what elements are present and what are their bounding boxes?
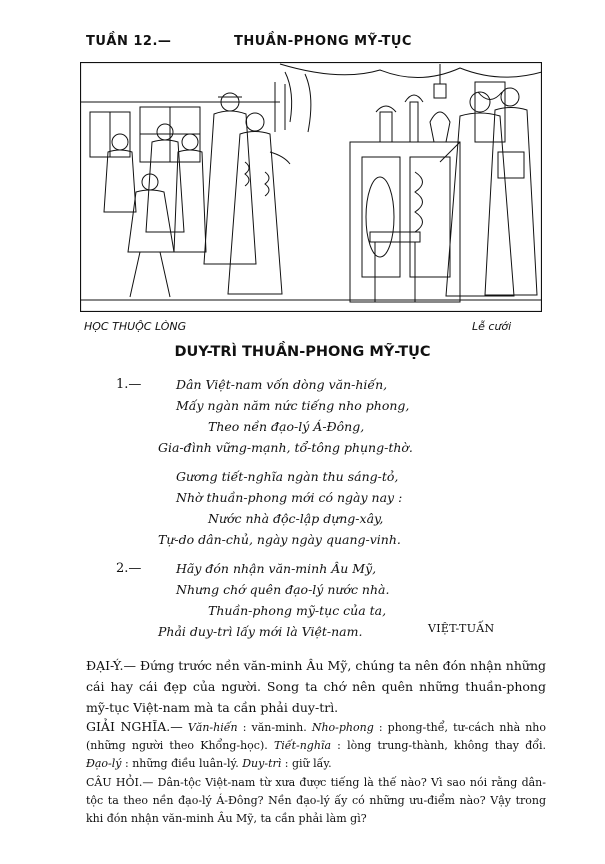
questions-paragraph: [86, 774, 546, 828]
poem-line: Dân Việt-nam vốn dòng văn-hiến,: [176, 377, 388, 392]
poem-line: Mấy ngàn năm nức tiếng nho phong,: [176, 398, 410, 413]
poem-line: Nhưng chớ quên đạo-lý nước nhà.: [176, 582, 390, 597]
glossary-definition: : văn-minh.: [237, 721, 312, 734]
main-idea-text: Đứng trước nền văn-minh Âu Mỹ, chúng ta nên đón nhận những cái hay cái đẹp của người. Song ta chớ nên quên những thuần-phong mỹ-tục Việt-nam mà ta cần phải duy-trì.: [86, 658, 546, 715]
poem-line: Nhờ thuần-phong mới có ngày nay :: [176, 490, 403, 505]
stanza-number-2: 2.—: [116, 561, 142, 576]
glossary-definition: : lòng trung-thành, không thay đổi.: [331, 739, 546, 752]
poem-line: Tự-do dân-chủ, ngày ngày quang-vinh.: [158, 532, 401, 547]
questions-text: Dân-tộc Việt-nam từ xưa được tiếng là thế nào? Vì sao nói rằng dân-tộc ta theo nền đạo-lý Á-Đông? Nền đạo-lý ấy có những ưu-điểm nào? Vậy trong khi đón nhận văn-minh Âu Mỹ, ta cần phải làm gì?: [86, 776, 546, 825]
wedding-illustration: [80, 62, 542, 312]
caption-learn-by-heart: HỌC THUỘC LÒNG: [84, 320, 187, 333]
glossary-paragraph: [86, 718, 546, 773]
poem-line: Thuần-phong mỹ-tục của ta,: [208, 603, 387, 618]
glossary-term: Văn-hiến: [187, 721, 238, 734]
glossary-definition: : phong-thể, tư-cách nhà nho (những người theo Khổng-học).: [86, 721, 547, 752]
main-idea-label: ĐẠI-Ý.—: [86, 658, 137, 673]
glossary-label: GIẢI NGHĨA.—: [86, 719, 183, 734]
poem-line: Gương tiết-nghĩa ngàn thu sáng-tỏ,: [176, 469, 399, 484]
poem-line: Gia-đình vững-mạnh, tổ-tông phụng-thờ.: [158, 440, 413, 455]
page-header: [86, 34, 546, 54]
glossary-term: Tiết-nghĩa: [273, 739, 331, 752]
glossary-definition: : giữ lấy.: [281, 757, 332, 770]
poem-author: VIỆT-TUẤN: [428, 622, 495, 635]
questions-label: CÂU HỎI.—: [86, 776, 154, 789]
poem-line: Theo nền đạo-lý Á-Đông,: [208, 419, 365, 434]
stanza-number-1: 1.—: [116, 377, 142, 392]
lesson-number: TUẦN 12.—: [86, 34, 172, 49]
main-idea-paragraph: [86, 655, 546, 718]
poem-line: Phải duy-trì lấy mới là Việt-nam.: [158, 624, 363, 639]
glossary-term: Đạo-lý: [86, 757, 122, 770]
glossary-term: Duy-trì: [242, 757, 282, 770]
caption-wedding: Lễ cưới: [472, 320, 512, 333]
poem-title: DUY-TRÌ THUẦN-PHONG MỸ-TỤC: [174, 344, 431, 360]
glossary-definition: : những điều luân-lý.: [121, 757, 243, 770]
running-title: THUẦN-PHONG MỸ-TỤC: [234, 34, 412, 49]
poem-line: Hãy đón nhận văn-minh Âu Mỹ,: [176, 561, 377, 576]
poem-line: Nước nhà độc-lập dựng-xây,: [208, 511, 384, 526]
glossary-term: Nho-phong: [311, 721, 374, 734]
